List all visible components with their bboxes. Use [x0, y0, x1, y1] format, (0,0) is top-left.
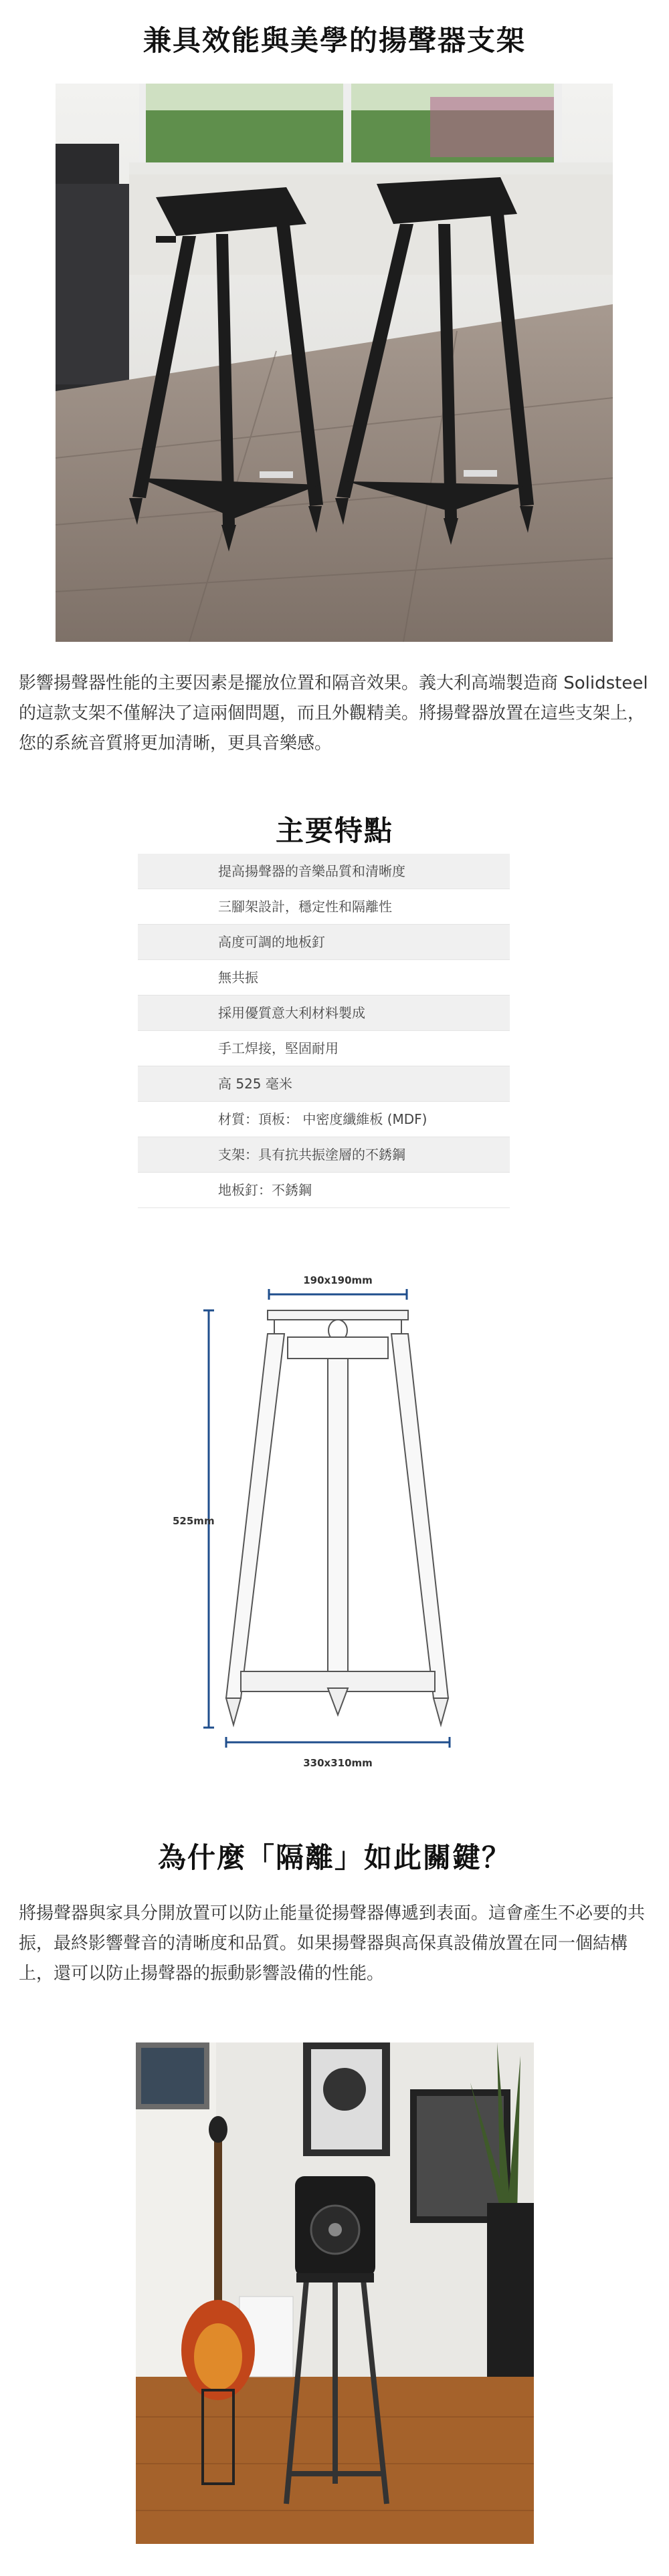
feature-row: 採用優質意大利材料製成: [138, 996, 510, 1031]
room-photo: [136, 2042, 534, 2544]
intro-paragraph: 影響揚聲器性能的主要因素是擺放位置和隔音效果。義大利高端製造商 Solidsteel 的這款支架不僅解決了這兩個問題，而且外觀精美。將揚聲器放置在這些支架上，您的系統音質將更加清晰，更具音樂感。: [19, 673, 648, 753]
logo-plate-left: [260, 471, 293, 478]
feature-row: 材質：頂板： 中密度纖維板 (MDF): [138, 1102, 510, 1137]
dimension-diagram: [167, 1270, 502, 1778]
hero-photo: [56, 84, 613, 642]
logo-plate-right: [464, 470, 497, 477]
page-title: 兼具效能與美學的揚聲器支架: [142, 24, 526, 57]
isolation-title: 為什麼「隔離」如此關鍵？: [157, 1841, 511, 1874]
isolation-paragraph: 將揚聲器與家具分開放置可以防止能量從揚聲器傳遞到表面。這會產生不必要的共振，最終影響聲音的清晰度和品質。如果揚聲器與高保真設備放置在同一個結構上，還可以防止揚聲器的振動影響設備的性能。: [19, 1903, 646, 1984]
base-dimension-label: 330x310mm: [303, 1757, 373, 1769]
feature-row: 地板釘：不銹鋼: [138, 1173, 510, 1208]
top-dimension-label: 190x190mm: [303, 1274, 373, 1286]
features-table: [138, 854, 510, 1208]
feature-row: 高 525 毫米: [138, 1066, 510, 1102]
feature-row: 提高揚聲器的音樂品質和清晰度: [138, 854, 510, 889]
features-title: 主要特點: [275, 814, 393, 847]
stand-line-drawing: [167, 1270, 502, 1778]
feature-row: 手工焊接，堅固耐用: [138, 1031, 510, 1066]
feature-row: 支架：具有抗共振塗層的不銹鋼: [138, 1137, 510, 1173]
stands-photo-illustration: [56, 84, 613, 642]
feature-row: 無共振: [138, 960, 510, 996]
feature-row: 三腳架設計，穩定性和隔離性: [138, 889, 510, 925]
speaker-room-illustration: [136, 2042, 534, 2544]
feature-row: 高度可調的地板釘: [138, 925, 510, 960]
height-dimension-label: 525mm: [173, 1515, 215, 1527]
